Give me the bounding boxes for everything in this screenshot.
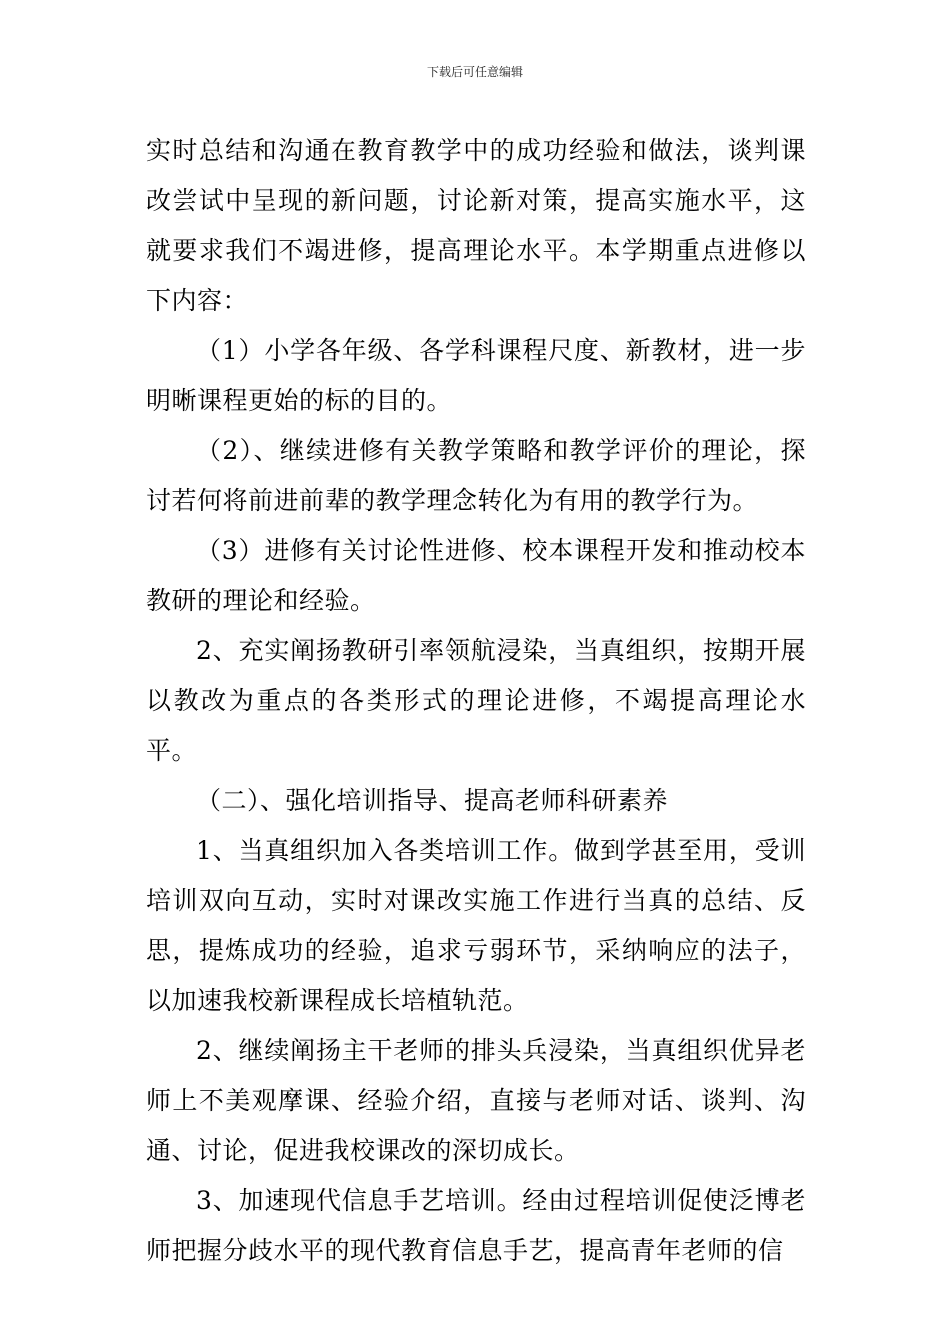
paragraph-item-3: （3）进修有关讨论性进修、校本课程开发和推动校本教研的理论和经验。 xyxy=(146,536,806,615)
paragraph-continuation: 实时总结和沟通在教育教学中的成功经验和做法，谈判课改尝试中呈现的新问题，讨论新对策，提高实施水平，这就要求我们不竭进修，提高理论水平。本学期重点进修以下内容： xyxy=(146,136,806,315)
page-header: 下载后可任意编辑 xyxy=(426,65,523,79)
paragraph-training-2: 2、继续阐扬主干老师的排头兵浸染，当真组织优异老师上不美观摩课、经验介绍，直接与老师对话、谈判、沟通、讨论，促进我校课改的深切成长。 xyxy=(146,1036,806,1165)
paragraph-training-3: 3、加速现代信息手艺培训。经由过程培训促使泛博老师把握分歧水平的现代教育信息手艺，提高青年老师的信 xyxy=(146,1186,806,1265)
paragraph-point-2: 2、充实阐扬教研引率领航浸染，当真组织，按期开展以教改为重点的各类形式的理论进修，不竭提高理论水平。 xyxy=(146,636,806,765)
paragraph-item-2: （2）、继续进修有关教学策略和教学评价的理论，探讨若何将前进前辈的教学理念转化为有用的教学行为。 xyxy=(146,436,806,515)
document-body xyxy=(146,126,806,1276)
paragraph-item-1: （1）小学各年级、各学科课程尺度、新教材，进一步明晰课程更始的标的目的。 xyxy=(146,336,806,415)
paragraph-training-1: 1、当真组织加入各类培训工作。做到学甚至用，受训培训双向互动，实时对课改实施工作进行当真的总结、反思，提炼成功的经验，追求亏弱环节，采纳响应的法子，以加速我校新课程成长培植轨范。 xyxy=(146,836,806,1015)
section-heading-2: （二）、强化培训指导、提高老师科研素养 xyxy=(196,786,669,815)
